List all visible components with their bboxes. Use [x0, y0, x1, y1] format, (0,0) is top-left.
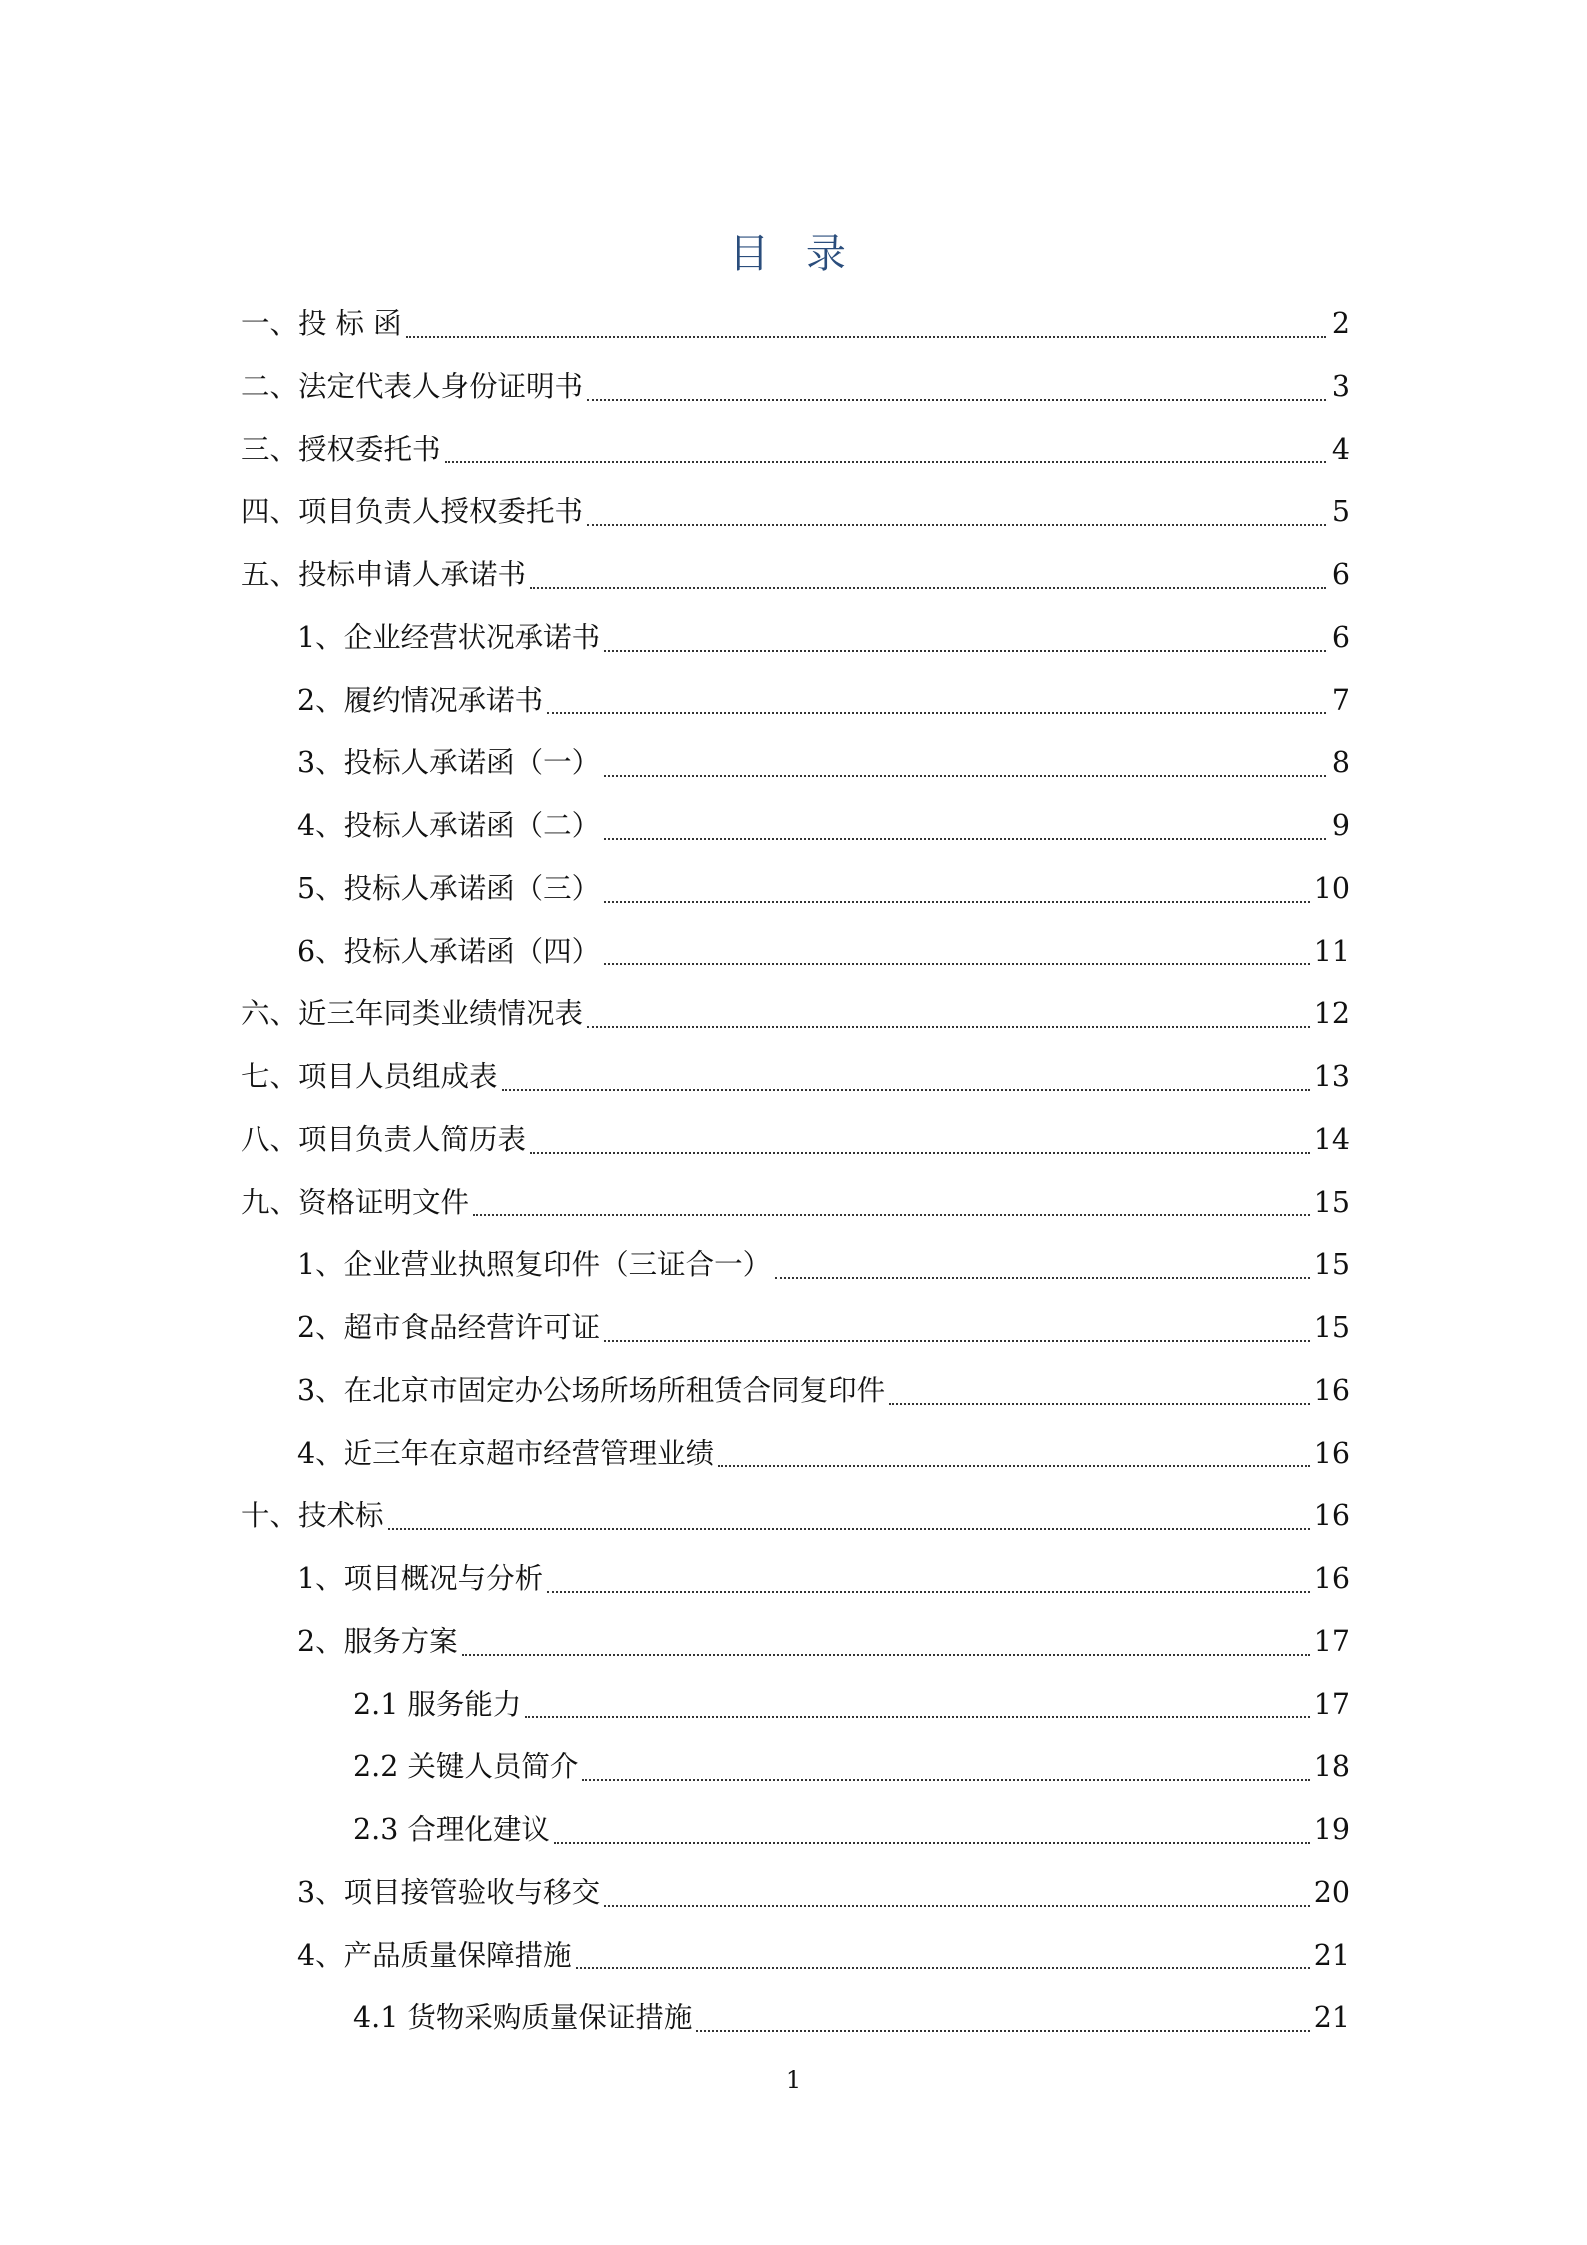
dot-leader [462, 1654, 1310, 1656]
toc-entry[interactable] [241, 1234, 1350, 1297]
toc-entry[interactable] [241, 1548, 1350, 1611]
toc-entry-label: 6、投标人承诺函（四） [297, 934, 601, 968]
toc-entry[interactable] [241, 293, 1350, 356]
dot-leader [587, 524, 1326, 526]
toc-entry-page: 15 [1313, 1311, 1350, 1344]
toc-entry-page: 7 [1331, 683, 1350, 717]
toc-entry-label: 4、产品质量保障措施 [297, 1938, 572, 1972]
toc-entry-page: 15 [1313, 1185, 1350, 1219]
dot-leader [525, 1716, 1309, 1718]
page-number: 1 [785, 2066, 802, 2094]
toc-entry-page: 16 [1313, 1499, 1350, 1533]
toc-entry[interactable] [241, 1423, 1350, 1486]
toc-entry-label: 3、项目接管验收与移交 [297, 1875, 601, 1909]
toc-entry-label: 1、企业经营状况承诺书 [297, 620, 601, 654]
toc-entry-label: 4、投标人承诺函（二） [297, 809, 601, 842]
toc-entry-label: 八、项目负责人简历表 [241, 1122, 527, 1156]
toc-entry-page: 16 [1313, 1436, 1350, 1470]
toc-entry[interactable] [241, 1862, 1350, 1925]
toc-entry-page: 18 [1313, 1750, 1350, 1784]
toc-entry-page: 10 [1313, 871, 1350, 905]
toc-entry-label: 4、近三年在京超市经营管理业绩 [297, 1436, 715, 1470]
toc-entry[interactable] [241, 1799, 1350, 1862]
dot-leader [604, 901, 1310, 903]
toc-entry-page: 6 [1331, 558, 1350, 591]
toc-entry-page: 16 [1313, 1562, 1350, 1595]
toc-entry[interactable] [241, 1674, 1350, 1737]
dot-leader [718, 1465, 1310, 1467]
toc-entry-label: 一、投 标 函 [241, 307, 402, 340]
dot-leader [604, 1340, 1310, 1342]
dot-leader [547, 1591, 1310, 1593]
toc-entry[interactable] [241, 1046, 1350, 1109]
toc-entry[interactable] [241, 544, 1350, 607]
toc-title: 目 录 [729, 231, 858, 277]
toc-entry-page: 6 [1331, 620, 1350, 654]
dot-leader [406, 336, 1326, 338]
toc-entry-label: 三、授权委托书 [241, 432, 441, 466]
dot-leader [530, 1152, 1310, 1154]
toc-entry-page: 20 [1313, 1875, 1350, 1909]
toc-entry[interactable] [241, 419, 1350, 482]
toc-entry-label: 2.3 合理化建议 [353, 1813, 550, 1846]
dot-leader [502, 1089, 1310, 1091]
toc-entry-label: 2、服务方案 [297, 1624, 458, 1658]
dot-leader [604, 775, 1326, 777]
toc-entry-page: 3 [1331, 369, 1350, 403]
dot-leader [445, 461, 1326, 463]
dot-leader [587, 399, 1326, 401]
toc-entry-page: 9 [1331, 809, 1350, 842]
dot-leader [582, 1779, 1309, 1781]
dot-leader [696, 2030, 1309, 2032]
toc-entry-label: 二、法定代表人身份证明书 [241, 369, 584, 403]
dot-leader [604, 838, 1326, 840]
toc-entry-page: 2 [1331, 307, 1350, 340]
toc-entry-label: 5、投标人承诺函（三） [297, 871, 601, 905]
toc-entry[interactable] [241, 1485, 1350, 1548]
toc-entry-label: 五、投标申请人承诺书 [241, 558, 527, 591]
toc-entry-label: 2.2 关键人员简介 [353, 1750, 579, 1784]
toc-entry-page: 21 [1313, 2001, 1350, 2035]
toc-entry-page: 13 [1313, 1060, 1350, 1093]
toc-entry-label: 十、技术标 [241, 1499, 384, 1533]
toc-entry-label: 九、资格证明文件 [241, 1185, 470, 1219]
toc-entry-page: 19 [1313, 1813, 1350, 1846]
toc-entry-page: 17 [1313, 1624, 1350, 1658]
toc-entry[interactable] [241, 356, 1350, 419]
toc-entry-label: 1、项目概况与分析 [297, 1562, 544, 1595]
toc-entry[interactable] [241, 795, 1350, 858]
toc-entry-page: 11 [1313, 934, 1350, 968]
toc-entry[interactable] [241, 983, 1350, 1046]
toc-entry-page: 8 [1331, 746, 1350, 780]
table-of-contents [241, 293, 1350, 2050]
toc-entry-label: 七、项目人员组成表 [241, 1060, 498, 1093]
dot-leader [576, 1967, 1310, 1969]
toc-entry-label: 2.1 服务能力 [353, 1687, 522, 1721]
toc-entry-page: 16 [1313, 1373, 1350, 1407]
toc-entry-label: 4.1 货物采购质量保证措施 [353, 2001, 693, 2035]
toc-entry-label: 2、超市食品经营许可证 [297, 1311, 601, 1344]
toc-entry[interactable] [241, 481, 1350, 544]
toc-entry[interactable] [241, 858, 1350, 921]
toc-entry-page: 17 [1313, 1687, 1350, 1721]
toc-entry[interactable] [241, 1297, 1350, 1360]
toc-entry-page: 12 [1313, 997, 1350, 1031]
toc-entry-label: 1、企业营业执照复印件（三证合一） [297, 1248, 772, 1282]
toc-entry[interactable] [241, 670, 1350, 733]
toc-entry[interactable] [241, 1987, 1350, 2050]
toc-entry-label: 四、项目负责人授权委托书 [241, 495, 584, 529]
dot-leader [604, 1905, 1310, 1907]
toc-entry[interactable] [241, 1360, 1350, 1423]
dot-leader [388, 1528, 1310, 1530]
dot-leader [473, 1214, 1310, 1216]
dot-leader [530, 587, 1326, 589]
dot-leader [604, 963, 1310, 965]
dot-leader [604, 650, 1326, 652]
toc-entry-page: 14 [1313, 1122, 1350, 1156]
toc-entry[interactable] [241, 1172, 1350, 1235]
toc-entry-page: 5 [1331, 495, 1350, 529]
dot-leader [587, 1026, 1310, 1028]
toc-entry-label: 2、履约情况承诺书 [297, 683, 544, 717]
toc-entry-page: 4 [1331, 432, 1350, 466]
toc-entry-page: 21 [1313, 1938, 1350, 1972]
dot-leader [889, 1403, 1310, 1405]
dot-leader [547, 712, 1326, 714]
toc-entry[interactable] [241, 1611, 1350, 1674]
dot-leader [775, 1277, 1310, 1279]
dot-leader [554, 1842, 1310, 1844]
toc-entry[interactable] [241, 1925, 1350, 1988]
toc-entry-label: 3、在北京市固定办公场所场所租赁合同复印件 [297, 1373, 886, 1407]
toc-entry[interactable] [241, 921, 1350, 984]
toc-entry[interactable] [241, 607, 1350, 670]
toc-entry-page: 15 [1313, 1248, 1350, 1282]
toc-entry[interactable] [241, 1736, 1350, 1799]
toc-entry[interactable] [241, 732, 1350, 795]
toc-entry-label: 六、近三年同类业绩情况表 [241, 997, 584, 1031]
toc-entry[interactable] [241, 1109, 1350, 1172]
toc-entry-label: 3、投标人承诺函（一） [297, 746, 601, 780]
